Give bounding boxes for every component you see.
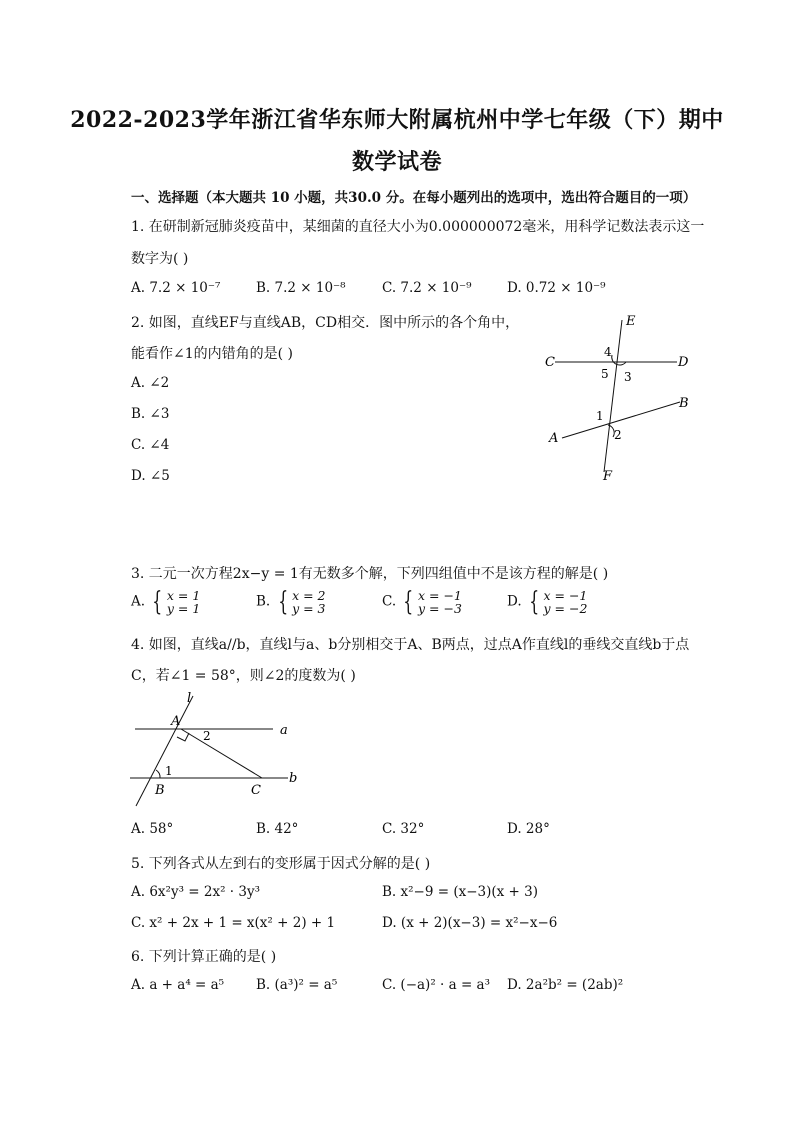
q2-line-ef: [604, 320, 622, 472]
q4-stem-line2: C，若∠1 = 58°，则∠2的度数为( ): [131, 668, 356, 684]
section-heading: 一、选择题（本大题共 10 小题，共30.0 分。在每小题列出的选项中，选出符合题目的一项）: [131, 190, 697, 206]
q6-stem-line1: 6. 下列计算正确的是( ): [131, 949, 277, 965]
q1-option-a: A. 7.2 × 10⁻⁷: [131, 280, 221, 296]
q4-label-b-point: B: [155, 783, 165, 798]
q6-option-d: D. 2a²b² = (2ab)²: [507, 977, 624, 993]
q1-option-d: D. 0.72 × 10⁻⁹: [507, 280, 606, 296]
q3-option-c: C. { x = −1 y = −3: [382, 587, 462, 617]
q3-option-b-row2: y = 3: [292, 601, 326, 616]
q4-option-c: C. 32°: [382, 821, 425, 837]
q1-stem-line2: 数字为( ): [131, 251, 189, 267]
q4-figure: [125, 688, 310, 810]
q2-label-e: E: [626, 314, 636, 329]
exam-title-line1: 2022-2023学年浙江省华东师大附属杭州中学七年级（下）期中: [70, 107, 724, 133]
q2-angle-5: 5: [601, 367, 609, 381]
q2-label-b: B: [679, 396, 689, 411]
q6-option-a: A. a + a⁴ = a⁵: [131, 977, 225, 993]
q2-label-f: F: [603, 469, 613, 484]
q3-option-d-row1: x = −1: [543, 588, 588, 603]
q2-stem-line2: 能看作∠1的内错角的是( ): [131, 346, 294, 362]
q4-label-c-point: C: [251, 783, 261, 798]
q2-stem-line1: 2. 如图，直线EF与直线AB，CD相交．图中所示的各个角中，: [131, 315, 520, 331]
q3-option-a-label: A.: [131, 593, 146, 610]
q4-stem-line1: 4. 如图，直线a//b，直线l与a、b分别相交于A、B两点，过点A作直线l的垂线交直线b于点: [131, 637, 690, 653]
q3-option-c-row1: x = −1: [417, 588, 462, 603]
q3-option-c-row2: y = −3: [417, 601, 462, 616]
q2-option-a: A. ∠2: [131, 375, 170, 391]
q2-option-d: D. ∠5: [131, 468, 170, 484]
q3-option-b-label: B.: [256, 593, 271, 610]
q4-label-a-line: a: [280, 723, 288, 738]
q5-option-c: C. x² + 2x + 1 = x(x² + 2) + 1: [131, 915, 336, 931]
q4-angle-1-arc: [156, 770, 160, 778]
q2-label-d: D: [678, 355, 689, 370]
q4-right-angle-mark: [177, 733, 189, 741]
q4-angle-1: 1: [165, 764, 173, 778]
q2-angle-3: 3: [624, 370, 632, 384]
q2-label-c: C: [545, 355, 555, 370]
q2-option-b: B. ∠3: [131, 406, 170, 422]
q4-perpendicular-ac: [181, 729, 262, 778]
q5-option-a: A. 6x²y³ = 2x² · 3y³: [131, 884, 260, 900]
q3-option-a: A. { x = 1 y = 1: [131, 587, 201, 617]
q2-angle-arc-upper: [612, 355, 626, 365]
q2-label-a: A: [549, 431, 559, 446]
q1-option-b: B. 7.2 × 10⁻⁸: [256, 280, 346, 296]
q3-option-b-row1: x = 2: [292, 588, 326, 603]
q4-option-a: A. 58°: [131, 821, 174, 837]
q2-option-c: C. ∠4: [131, 437, 170, 453]
q2-angle-1: 1: [596, 409, 604, 423]
q6-option-b: B. (a³)² = a⁵: [256, 977, 338, 993]
q3-option-d-label: D.: [507, 593, 522, 610]
q4-option-b: B. 42°: [256, 821, 299, 837]
q3-stem-line1: 3. 二元一次方程2x−y = 1有无数多个解，下列四组值中不是该方程的解是( ): [131, 566, 609, 582]
q2-angle-4: 4: [604, 345, 612, 359]
q3-option-c-label: C.: [382, 593, 397, 610]
q3-option-d-row2: y = −2: [543, 601, 588, 616]
q5-option-b: B. x²−9 = (x−3)(x + 3): [382, 884, 539, 900]
q5-option-d: D. (x + 2)(x−3) = x²−x−6: [382, 915, 558, 931]
q2-angle-2: 2: [614, 428, 622, 442]
q3-option-b: B. { x = 2 y = 3: [256, 587, 326, 617]
q3-option-d: D. { x = −1 y = −2: [507, 587, 588, 617]
q6-option-c: C. (−a)² · a = a³: [382, 977, 491, 993]
q5-stem-line1: 5. 下列各式从左到右的变形属于因式分解的是( ): [131, 856, 431, 872]
q4-label-a-point: A: [171, 714, 181, 729]
q4-label-b-line: b: [289, 771, 298, 786]
q2-figure: [540, 310, 700, 490]
q4-angle-2: 2: [203, 729, 211, 743]
q3-option-a-row1: x = 1: [166, 588, 201, 603]
q1-option-c: C. 7.2 × 10⁻⁹: [382, 280, 472, 296]
exam-title-line2: 数学试卷: [351, 149, 442, 175]
q4-label-l: l: [187, 691, 192, 706]
q1-stem-line1: 1. 在研制新冠肺炎疫苗中，某细菌的直径大小为0.000000072毫米，用科学记数法表示这一: [131, 219, 705, 235]
q3-option-a-row2: y = 1: [166, 601, 201, 616]
q4-option-d: D. 28°: [507, 821, 550, 837]
